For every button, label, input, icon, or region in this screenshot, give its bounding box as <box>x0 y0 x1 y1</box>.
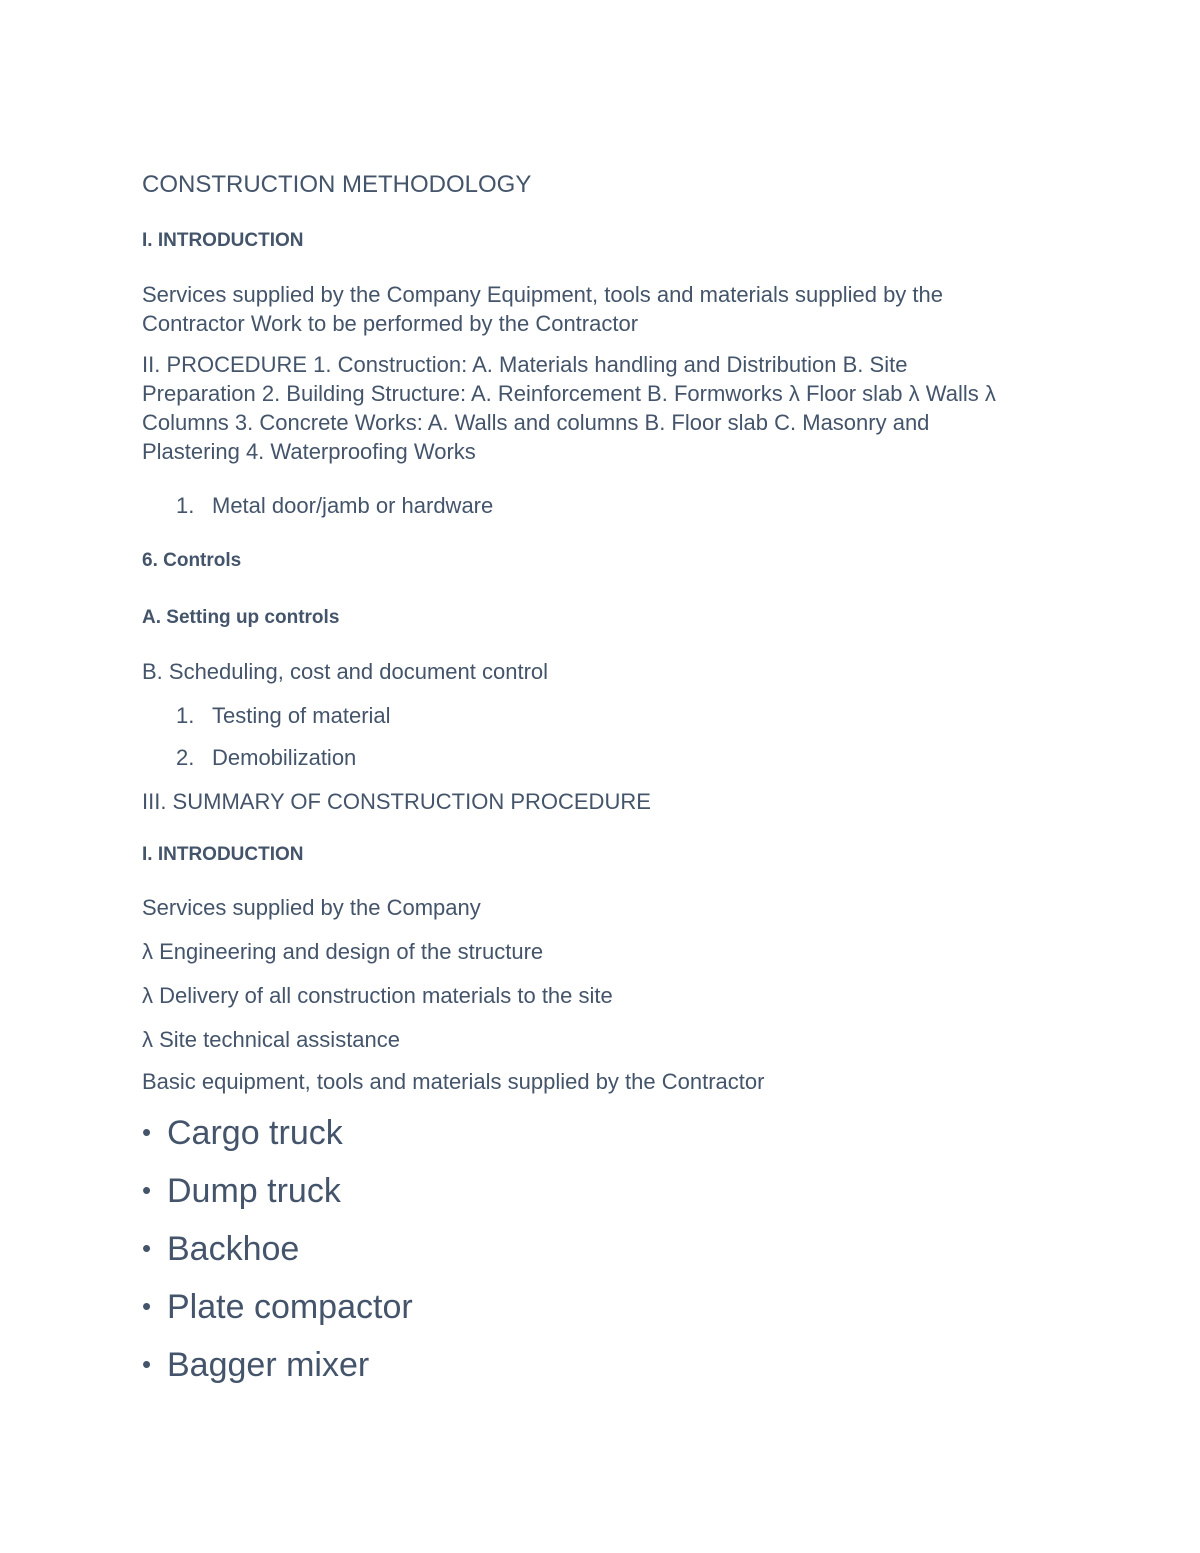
bullet-icon: • <box>142 1349 152 1379</box>
intro-line: Services supplied by the Company Equipment, tools and materials supplied by the <box>142 282 944 307</box>
equipment-item <box>142 1343 369 1386</box>
list-item-number: 2. <box>176 745 195 770</box>
equipment-item-text: Dump truck <box>167 1172 341 1210</box>
bullet-icon: • <box>142 1291 152 1321</box>
list-item-text: Demobilization <box>212 745 357 770</box>
scheduling-line: B. Scheduling, cost and document control <box>142 659 549 684</box>
list-item-number: 1. <box>176 493 195 518</box>
lambda-item: λ Site technical assistance <box>142 1027 401 1052</box>
list-item-text: Metal door/jamb or hardware <box>212 493 494 518</box>
intro-line: Contractor Work to be performed by the Contractor <box>142 311 639 336</box>
bullet-icon: • <box>142 1117 152 1147</box>
services-line: Services supplied by the Company <box>142 895 481 920</box>
bullet-icon: • <box>142 1233 152 1263</box>
procedure-paragraph <box>142 350 1072 466</box>
list-item <box>176 491 493 520</box>
equipment-item-text: Bagger mixer <box>167 1346 370 1384</box>
procedure-line: Plastering 4. Waterproofing Works <box>142 439 476 464</box>
equipment-item-text: Plate compactor <box>167 1288 413 1326</box>
intro-paragraph <box>142 280 1072 338</box>
equipment-item <box>142 1285 413 1328</box>
equipment-item <box>142 1169 341 1212</box>
setting-up-controls-heading: A. Setting up controls <box>142 607 340 628</box>
equipment-item-text: Backhoe <box>167 1230 300 1268</box>
lambda-item: λ Engineering and design of the structure <box>142 939 544 964</box>
section-heading-introduction: I. INTRODUCTION <box>142 230 304 251</box>
list-item <box>176 743 356 772</box>
document-title: CONSTRUCTION METHODOLOGY <box>142 171 532 198</box>
list-item-text: Testing of material <box>212 703 391 728</box>
procedure-line: II. PROCEDURE 1. Construction: A. Materials handling and Distribution B. Site <box>142 352 908 377</box>
controls-heading: 6. Controls <box>142 550 242 571</box>
procedure-line: Columns 3. Concrete Works: A. Walls and columns B. Floor slab C. Masonry and <box>142 410 930 435</box>
equipment-item <box>142 1111 343 1154</box>
summary-heading: III. SUMMARY OF CONSTRUCTION PROCEDURE <box>142 789 651 814</box>
bullet-icon: • <box>142 1175 152 1205</box>
list-item-number: 1. <box>176 703 195 728</box>
procedure-line: Preparation 2. Building Structure: A. Reinforcement B. Formworks λ Floor slab λ Walls λ <box>142 381 996 406</box>
equipment-item-text: Cargo truck <box>167 1114 343 1152</box>
list-item <box>176 701 391 730</box>
basic-equipment-line: Basic equipment, tools and materials supplied by the Contractor <box>142 1069 765 1094</box>
equipment-item <box>142 1227 299 1270</box>
section-heading-introduction: I. INTRODUCTION <box>142 844 304 865</box>
lambda-item: λ Delivery of all construction materials to the site <box>142 983 613 1008</box>
